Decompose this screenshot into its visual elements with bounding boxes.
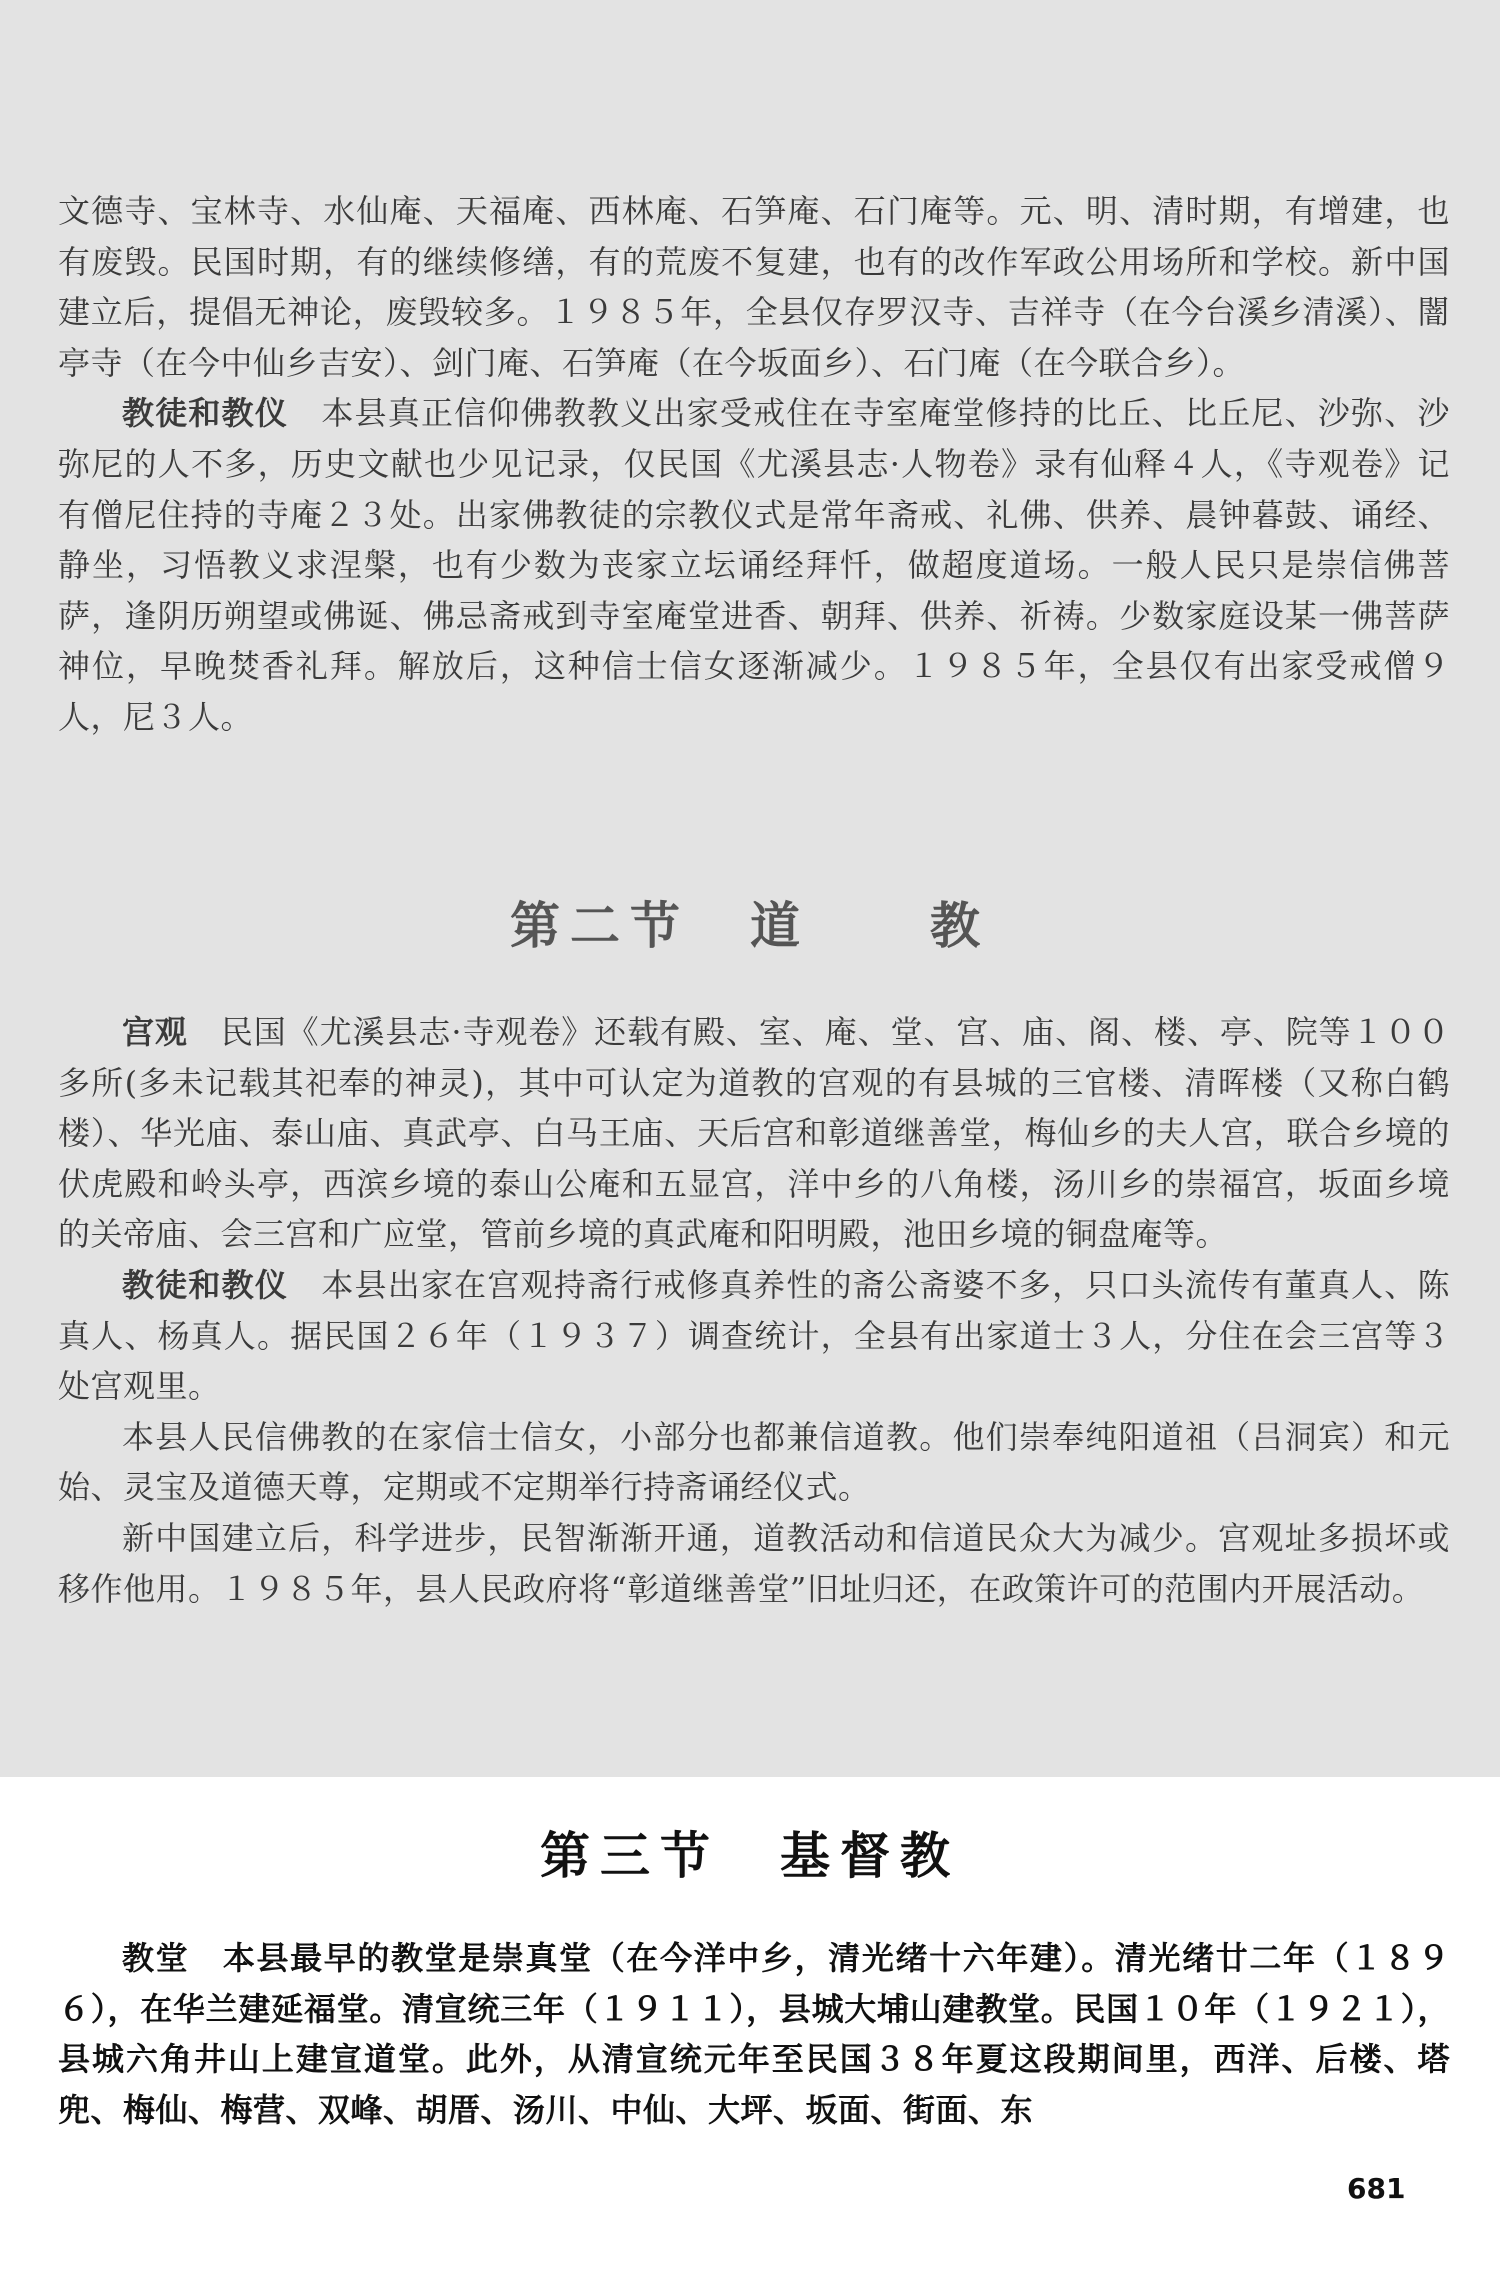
taoism-temples-paragraph bbox=[58, 1007, 1450, 1260]
christianity-church-paragraph bbox=[58, 1933, 1450, 2135]
taoism-section-heading: 第二节 道 教 bbox=[510, 897, 990, 955]
temples-text: 民国《尤溪县志·寺观卷》还载有殿、室、庵、堂、宫、庙、阁、楼、亭、院等１００多所(多未记载其祀奉的神灵)，其中可认定为道教的宫观的有县城的三官楼、清晖楼（又称白鹤楼）、华光庙、泰山庙、真武亭、白马王庙、天后宫和彰道继善堂，梅仙乡的夫人宫，联合乡境的伏虎殿和岭头亭，西滨乡境的泰山公庵和五显宫，洋中乡的八角楼，汤川乡的崇福宫，坂面乡境的关帝庙、会三宫和广应堂，管前乡境的真武庵和阳明殿，池田乡境的铜盘庵等。 bbox=[58, 1013, 1450, 1254]
taoism-lay-paragraph: 本县人民信佛教的在家信士信女，小部分也都兼信道教。他们崇奉纯阳道祖（吕洞宾）和元始、灵宝及道德天尊，定期或不定期举行持斋诵经仪式。 bbox=[58, 1417, 1450, 1507]
christianity-block bbox=[58, 1933, 1450, 2135]
taoism-followers-text: 本县出家在宫观持斋行戒修真养性的斋公斋婆不多，只口头流传有董真人、陈真人、杨真人。据民国２６年（１９３７）调查统计，全县有出家道士３人，分住在会三宫等３处宫观里。 bbox=[58, 1265, 1450, 1406]
taoism-followers-label: 教徒和教仪 bbox=[122, 1265, 289, 1304]
taoism-modern-paragraph: 新中国建立后，科学进步，民智渐渐开通，道教活动和信道民众大为减少。宫观址多损坏或移作他用。１９８５年，县人民政府将“彰道继善堂”旧址归还，在政策许可的范围内开展活动。 bbox=[58, 1518, 1450, 1608]
temples-label: 宫观 bbox=[122, 1013, 188, 1051]
taoism-block bbox=[58, 1007, 1450, 1614]
church-text: 本县最早的教堂是崇真堂（在今洋中乡，清光绪十六年建）。清光绪廿二年（１８９６），在华兰建延福堂。清宣统三年（１９１１），县城大埔山建教堂。民国１０年（１９２１），县城六角井山上建宣道堂。此外，从清宣统元年至民国３８年夏这段期间里，西洋、后楼、塔兜、梅仙、梅营、双峰、胡厝、汤川、中仙、大坪、坂面、街面、东 bbox=[58, 1939, 1450, 2129]
church-label: 教堂 bbox=[122, 1939, 190, 1977]
christianity-section-heading: 第三节 基督教 bbox=[540, 1827, 960, 1885]
page-number: 681 bbox=[1347, 2172, 1406, 2205]
taoism-followers-paragraph bbox=[58, 1260, 1450, 1412]
buddhism-temples-paragraph: 文德寺、宝林寺、水仙庵、天福庵、西林庵、石笋庵、石门庵等。元、明、清时期，有增建，也有废毁。民国时期，有的继续修缮，有的荒废不复建，也有的改作军政公用场所和学校。新中国建立后，提倡无神论，废毁较多。１９８５年，全县仅存罗汉寺、吉祥寺（在今台溪乡清溪）、闇亭寺（在今中仙乡吉安）、剑门庵、石笋庵（在今坂面乡）、石门庵（在今联合乡）。 bbox=[58, 192, 1450, 382]
buddhism-continued-block bbox=[58, 186, 1450, 743]
followers-text: 本县真正信仰佛教教义出家受戒住在寺室庵堂修持的比丘、比丘尼、沙弥、沙弥尼的人不多，历史文献也少见记录，仅民国《尤溪县志·人物卷》录有仙释４人，《寺观卷》记有僧尼住持的寺庵２３处。出家佛教徒的宗教仪式是常年斋戒、礼佛、供养、晨钟暮鼓、诵经、静坐，习悟教义求涅槃，也有少数为丧家立坛诵经拜忏，做超度道场。一般人民只是崇信佛菩萨，逢阴历朔望或佛诞、佛忌斋戒到寺室庵堂进香、朝拜、供养、祈祷。少数家庭设某一佛菩萨神位，早晚焚香礼拜。解放后，这种信士信女逐渐减少。１９８５年，全县仅有出家受戒僧９人，尼３人。 bbox=[58, 394, 1450, 736]
buddhism-followers-paragraph bbox=[58, 388, 1450, 742]
followers-label: 教徒和教仪 bbox=[122, 394, 289, 433]
